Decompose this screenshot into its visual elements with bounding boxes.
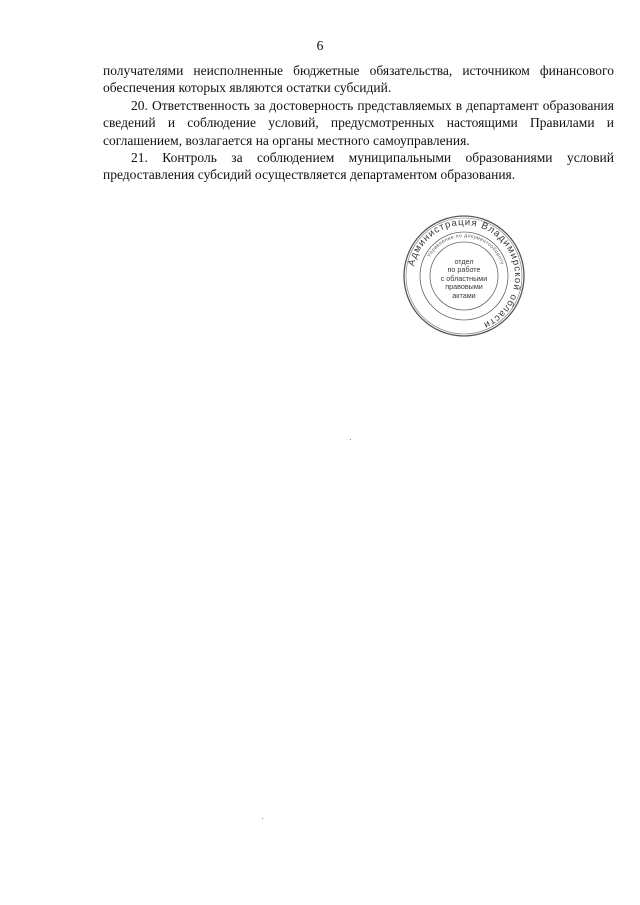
scan-speck bbox=[262, 818, 263, 819]
scan-speck bbox=[350, 439, 351, 440]
document-body bbox=[103, 62, 614, 184]
paragraph-21: 21. Контроль за соблюдением муниципальными образованиями условий предоставления субсидий осуществляется департаментом образования. bbox=[103, 150, 614, 183]
paragraph-20: 20. Ответственность за достоверность представляемых в департамент образования сведений и соблюдение условий, предусмотренных настоящими Правилами и соглашением, возлагается на органы местного самоуправления. bbox=[103, 97, 614, 148]
stamp-line: по работе bbox=[447, 265, 481, 275]
stamp-line: отдел bbox=[454, 257, 474, 266]
stamp-outer-text: Администрация Владимирской области bbox=[406, 216, 524, 331]
stamp-line: с областными bbox=[440, 273, 488, 283]
page-number: 6 bbox=[316, 38, 324, 53]
stamp-middle-text: Управление по документообороту bbox=[426, 232, 506, 266]
stamp-line: актами bbox=[452, 290, 476, 300]
official-stamp bbox=[402, 214, 526, 338]
stamp-inner-text bbox=[434, 258, 494, 300]
paragraph-continuation: получателями неисполненные бюджетные обязательства, источником финансового обеспечения которых являются остатки субсидий. bbox=[103, 63, 614, 96]
stamp-line: правовыми bbox=[445, 282, 483, 292]
